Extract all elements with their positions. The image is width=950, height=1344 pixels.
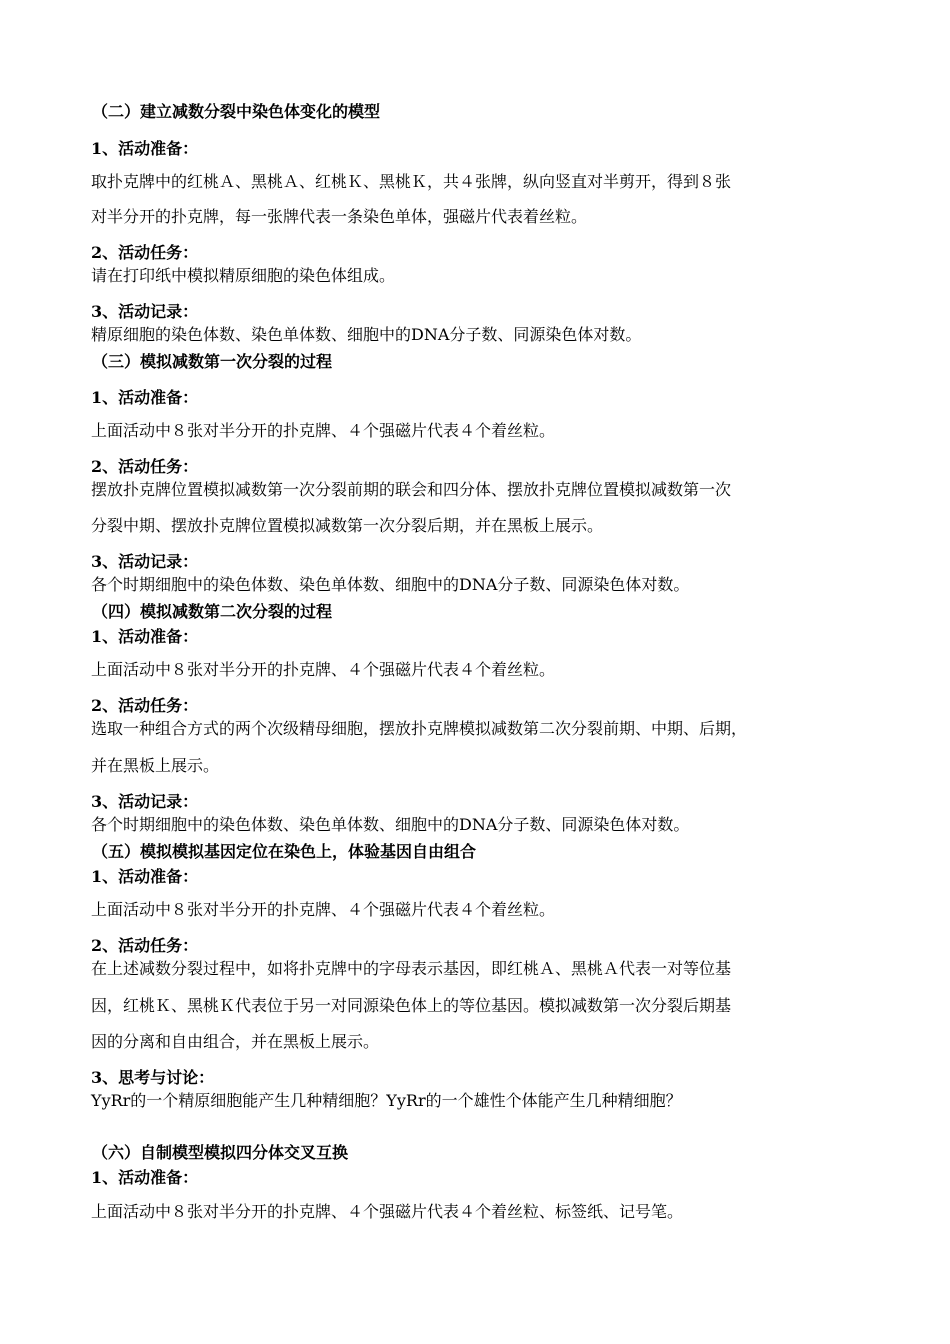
section-2-task-line-1: 请在打印纸中模拟精原细胞的染色体组成。 bbox=[91, 266, 396, 285]
section-3-record-line-1: 各个时期细胞中的染色体数、染色单体数、细胞中的DNA分子数、同源染色体对数。 bbox=[91, 575, 690, 594]
section-5-task-heading: 2、活动任务： bbox=[91, 936, 199, 955]
section-2-prep-line-1: 取扑克牌中的红桃Ａ、黑桃Ａ、红桃Ｋ、黑桃Ｋ，共４张牌，纵向竖直对半剪开，得到８张 bbox=[91, 172, 732, 191]
section-3-task-line-1: 摆放扑克牌位置模拟减数第一次分裂前期的联会和四分体、摆放扑克牌位置模拟减数第一次 bbox=[91, 480, 732, 499]
section-3-title: （三）模拟减数第一次分裂的过程 bbox=[92, 352, 333, 371]
section-3-prep-line-1: 上面活动中８张对半分开的扑克牌、４个强磁片代表４个着丝粒。 bbox=[91, 421, 556, 440]
section-5-task-line-2: 因，红桃Ｋ、黑桃Ｋ代表位于另一对同源染色体上的等位基因。模拟减数第一次分裂后期基 bbox=[91, 996, 732, 1015]
section-5-think-heading: 3、思考与讨论： bbox=[91, 1068, 215, 1087]
section-5-prep-heading: 1、活动准备： bbox=[91, 867, 199, 886]
section-5-task-line-3: 因的分离和自由组合，并在黑板上展示。 bbox=[91, 1032, 380, 1051]
section-6-prep-heading: 1、活动准备： bbox=[91, 1168, 199, 1187]
section-3-record-heading: 3、活动记录： bbox=[91, 552, 199, 571]
section-5-think-line-1: YyRr的一个精原细胞能产生几种精细胞？YyRr的一个雄性个体能产生几种精细胞？ bbox=[91, 1091, 682, 1110]
section-6-title: （六）自制模型模拟四分体交叉互换 bbox=[92, 1143, 349, 1162]
section-2-prep-heading: 1、活动准备： bbox=[91, 139, 199, 158]
section-5-prep-line-1: 上面活动中８张对半分开的扑克牌、４个强磁片代表４个着丝粒。 bbox=[91, 900, 556, 919]
section-2-prep-line-2: 对半分开的扑克牌，每一张牌代表一条染色单体，强磁片代表着丝粒。 bbox=[91, 207, 588, 226]
section-2-task-heading: 2、活动任务： bbox=[91, 243, 199, 262]
section-5-task-line-1: 在上述减数分裂过程中，如将扑克牌中的字母表示基因，即红桃Ａ、黑桃Ａ代表一对等位基 bbox=[91, 959, 732, 978]
section-3-task-heading: 2、活动任务： bbox=[91, 457, 199, 476]
section-4-record-line-1: 各个时期细胞中的染色体数、染色单体数、细胞中的DNA分子数、同源染色体对数。 bbox=[91, 815, 690, 834]
section-4-record-heading: 3、活动记录： bbox=[91, 792, 199, 811]
section-5-title: （五）模拟模拟基因定位在染色上，体验基因自由组合 bbox=[92, 842, 477, 861]
section-3-task-line-2: 分裂中期、摆放扑克牌位置模拟减数第一次分裂后期，并在黑板上展示。 bbox=[91, 516, 604, 535]
section-2-record-line-1: 精原细胞的染色体数、染色单体数、细胞中的DNA分子数、同源染色体对数。 bbox=[91, 325, 642, 344]
section-4-prep-heading: 1、活动准备： bbox=[91, 627, 199, 646]
section-4-prep-line-1: 上面活动中８张对半分开的扑克牌、４个强磁片代表４个着丝粒。 bbox=[91, 660, 556, 679]
section-2-title: （二）建立减数分裂中染色体变化的模型 bbox=[92, 102, 381, 121]
section-4-task-heading: 2、活动任务： bbox=[91, 696, 199, 715]
section-4-title: （四）模拟减数第二次分裂的过程 bbox=[92, 602, 333, 621]
section-2-record-heading: 3、活动记录： bbox=[91, 302, 199, 321]
section-4-task-line-2: 并在黑板上展示。 bbox=[91, 756, 220, 775]
section-6-prep-line-1: 上面活动中８张对半分开的扑克牌、４个强磁片代表４个着丝粒、标签纸、记号笔。 bbox=[91, 1202, 684, 1221]
section-4-task-line-1: 选取一种组合方式的两个次级精母细胞，摆放扑克牌模拟减数第二次分裂前期、中期、后期， bbox=[91, 719, 748, 738]
section-3-prep-heading: 1、活动准备： bbox=[91, 388, 199, 407]
